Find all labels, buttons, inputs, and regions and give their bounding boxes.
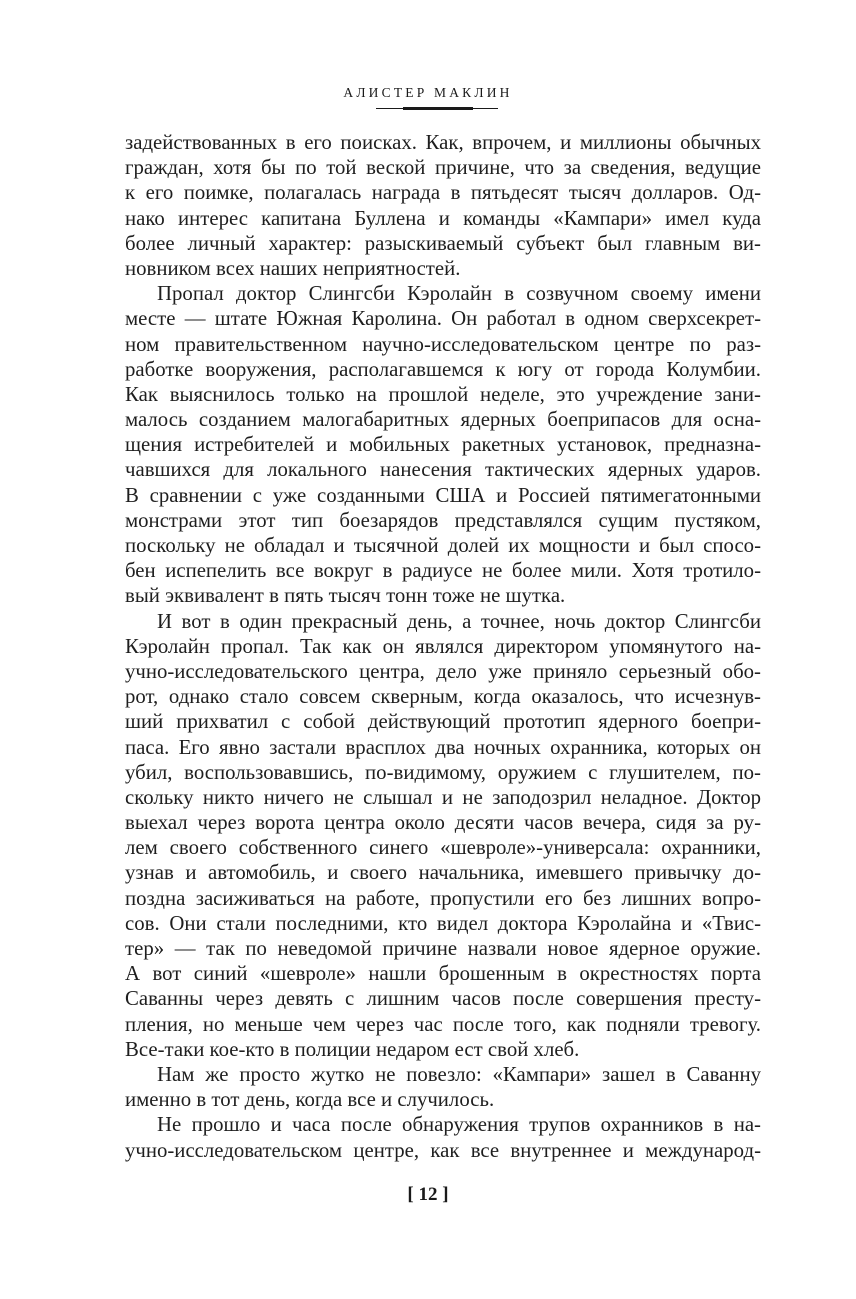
text-line: Как выяснилось только на прошлой неделе, это учреждение зани- <box>125 382 761 406</box>
text-line: нако интерес капитана Буллена и команды «Кампари» имел куда <box>125 206 761 230</box>
text-line: более личный характер: разыскиваемый субъект был главным ви- <box>125 231 761 255</box>
text-line: чавшихся для локального нанесения тактических ядерных ударов. <box>125 458 761 482</box>
text-line: щения истребителей и мобильных ракетных установок, предназна- <box>125 433 761 457</box>
text-line: Пропал доктор Слингсби Кэролайн в созвучном своему имени <box>157 282 761 306</box>
text-line: паса. Его явно застали врасплох два ночных охранника, которых он <box>125 735 761 759</box>
text-line: Кэролайн пропал. Так как он являлся директором упомянутого на- <box>125 634 761 658</box>
text-line: узнав и автомобиль, и своего начальника, имевшего привычку до- <box>125 861 761 885</box>
text-line: убил, воспользовавшись, по-видимому, оружием с глушителем, по- <box>125 760 761 784</box>
text-line: учно-исследовательского центра, дело уже приняло серьезный обо- <box>125 659 761 683</box>
text-line: В сравнении с уже созданными США и Россией пятимегатонными <box>125 483 761 507</box>
text-line: сов. Они стали последними, кто видел доктора Кэролайна и «Твис- <box>125 911 761 935</box>
text-line: скольку никто ничего не слышал и не заподозрил неладное. Доктор <box>125 785 761 809</box>
text-line: выехал через ворота центра около десяти часов вечера, сидя за ру- <box>125 811 761 835</box>
text-line: ший прихватил с собой действующий прототип ядерного боепри- <box>125 710 761 734</box>
text-line: Все-таки кое-кто в полиции недаром ест свой хлеб. <box>125 1037 580 1061</box>
text-line: новником всех наших неприятностей. <box>125 256 461 280</box>
text-line: Не прошло и часа после обнаружения трупов охранников в на- <box>157 1113 761 1137</box>
text-line: А вот синий «шевроле» нашли брошенным в окрестностях порта <box>125 962 761 986</box>
text-line: к его поимке, полагалась награда в пятьдесят тысяч долларов. Од- <box>125 181 761 205</box>
text-line: граждан, хотя бы по той веской причине, что за сведения, ведущие <box>125 156 761 180</box>
text-line: И вот в один прекрасный день, а точнее, ночь доктор Слингсби <box>157 609 761 633</box>
text-line: учно-исследовательском центре, как все внутреннее и международ- <box>125 1138 761 1162</box>
page-header <box>0 82 856 101</box>
text-line: задействованных в его поисках. Как, впрочем, и миллионы обычных <box>125 131 761 154</box>
text-line: рот, однако стало совсем скверным, когда оказалось, что исчезнув- <box>125 685 761 709</box>
text-line: Саванны через девять с лишним часов после совершения престу- <box>125 987 761 1011</box>
text-line: поскольку не обладал и тысячной долей их мощности и был спосо- <box>125 534 761 557</box>
text-line: тер» — так по неведомой причине назвали новое ядерное оружие. <box>125 937 761 960</box>
running-head: АЛИСТЕР МАКЛИН <box>343 85 513 100</box>
text-line: малось созданием малогабаритных ядерных боеприпасов для осна- <box>125 408 761 432</box>
body-text <box>125 130 761 1163</box>
text-line: пления, но меньше чем через час после того, как подняли тревогу. <box>125 1012 761 1036</box>
text-line: Нам же просто жутко не повезло: «Кампари» зашел в Саванну <box>157 1062 761 1086</box>
text-line: месте — штате Южная Каролина. Он работал в одном сверхсекрет- <box>125 307 761 331</box>
header-rule-accent <box>403 107 473 110</box>
text-line: поздна засиживаться на работе, пропустили его без лишних вопро- <box>125 886 761 910</box>
text-line: вый эквивалент в пять тысяч тонн тоже не шутка. <box>125 584 566 608</box>
text-line: ном правительственном научно-исследовательском центре по раз- <box>125 332 761 356</box>
text-line: монстрами этот тип боезарядов представлялся сущим пустяком, <box>125 508 761 532</box>
text-line: лем своего собственного синего «шевроле»-универсала: охранники, <box>125 836 761 860</box>
text-line: именно в тот день, когда все и случилось. <box>125 1088 495 1112</box>
page-number: [ 12 ] <box>407 1184 449 1205</box>
text-line: бен испепелить все вокруг в радиусе не более мили. Хотя тротило- <box>125 559 761 583</box>
text-line: работке вооружения, располагавшемся к югу от города Колумбии. <box>125 357 761 381</box>
